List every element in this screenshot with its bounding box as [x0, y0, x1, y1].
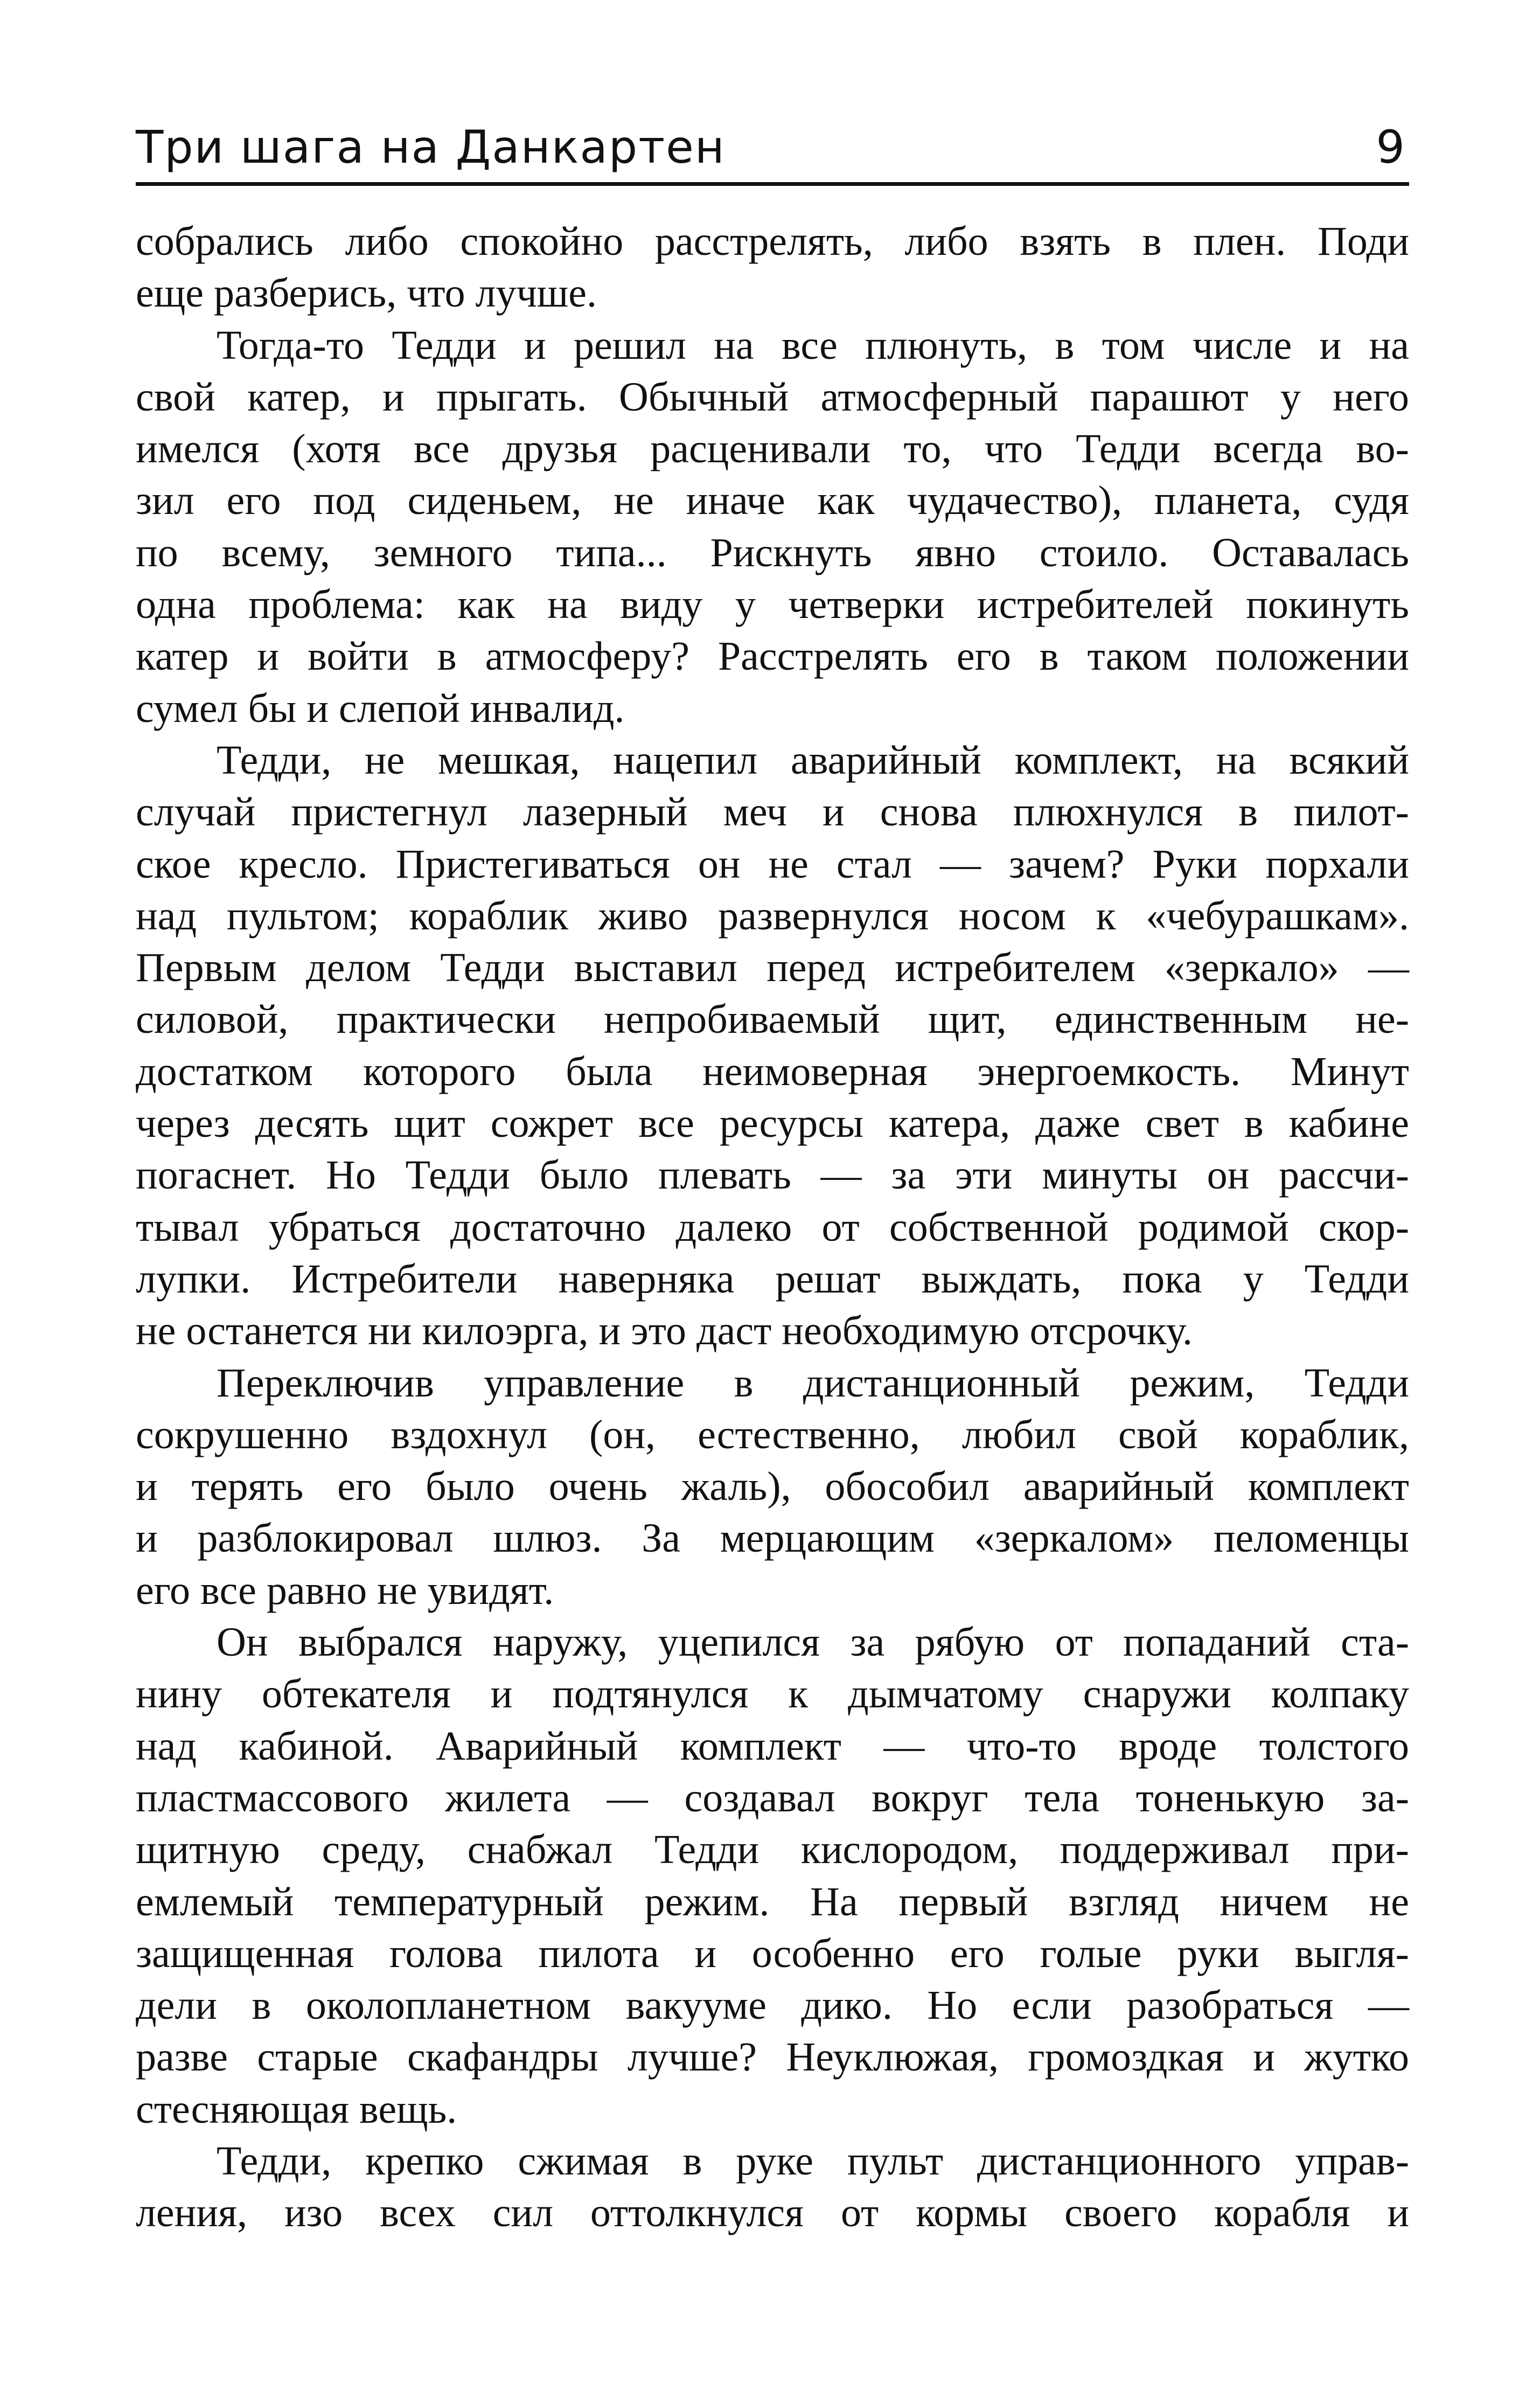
text-line: достатком которого была неимоверная энергоемкость. Минут — [136, 1048, 1409, 1094]
running-title: Три шага на Данкартен — [136, 121, 726, 173]
text-line: еще разберись, что лучше. — [136, 270, 597, 316]
text-line: и разблокировал шлюз. За мерцающим «зеркалом» пеломенцы — [136, 1516, 1409, 1561]
text-line: зил его под сиденьем, не иначе как чудачество), планета, судя — [136, 478, 1409, 524]
text-line: свой катер, и прыгать. Обычный атмосферный парашют у него — [136, 374, 1409, 420]
text-line: собрались либо спокойно расстрелять, либо взять в плен. Поди — [136, 219, 1409, 264]
page-number: 9 — [1376, 121, 1405, 173]
text-line: сумел бы и слепой инвалид. — [136, 685, 625, 731]
text-line: над кабиной. Аварийный комплект — что-то вроде толстого — [136, 1723, 1409, 1769]
text-line: Первым делом Тедди выставил перед истребителем «зеркало» — — [136, 945, 1409, 991]
body-text — [136, 216, 1409, 2239]
running-header — [136, 117, 1409, 186]
paragraph-first-line: Тедди, крепко сжимая в руке пульт дистанционного управ- — [217, 2138, 1409, 2184]
text-line: защищенная голова пилота и особенно его голые руки выгля- — [136, 1930, 1409, 1976]
text-line: через десять щит сожрет все ресурсы катера, даже свет в кабине — [136, 1101, 1409, 1147]
text-line: и терять его было очень жаль), обособил аварийный комплект — [136, 1464, 1409, 1510]
text-line: ления, изо всех сил оттолкнулся от кормы своего корабля и — [136, 2190, 1409, 2236]
text-line: разве старые скафандры лучше? Неуклюжая, громоздкая и жутко — [136, 2034, 1409, 2080]
text-line: имелся (хотя все друзья расценивали то, что Тедди всегда во- — [136, 426, 1409, 472]
text-line: емлемый температурный режим. На первый взгляд ничем не — [136, 1879, 1409, 1924]
text-line: над пультом; кораблик живо развернулся носом к «чебурашкам». — [136, 893, 1409, 939]
text-line: погаснет. Но Тедди было плевать — за эти минуты он рассчи- — [136, 1152, 1409, 1198]
text-line: тывал убраться достаточно далеко от собственной родимой скор- — [136, 1204, 1409, 1250]
paragraph-first-line: Он выбрался наружу, уцепился за рябую от попаданий ста- — [217, 1620, 1409, 1665]
text-line: пластмассового жилета — создавал вокруг тела тоненькую за- — [136, 1775, 1409, 1821]
text-line: не останется ни килоэрга, и это даст необходимую отсрочку. — [136, 1308, 1193, 1354]
text-line: ское кресло. Пристегиваться он не стал — зачем? Руки порхали — [136, 841, 1409, 887]
text-line: лупки. Истребители наверняка решат выждать, пока у Тедди — [136, 1256, 1409, 1302]
paragraph-first-line: Тогда-то Тедди и решил на все плюнуть, в том числе и на — [217, 322, 1409, 368]
text-line: нину обтекателя и подтянулся к дымчатому снаружи колпаку — [136, 1671, 1409, 1717]
text-line: силовой, практически непробиваемый щит, единственным не- — [136, 997, 1409, 1043]
text-line: катер и войти в атмосферу? Расстрелять его в таком положении — [136, 634, 1409, 679]
text-line: стесняющая вещь. — [136, 2086, 457, 2132]
paragraph-first-line: Тедди, не мешкая, нацепил аварийный комплект, на всякий — [217, 737, 1409, 783]
paragraph-first-line: Переключив управление в дистанционный режим, Тедди — [217, 1360, 1409, 1406]
text-line: по всему, земного типа... Рискнуть явно стоило. Оставалась — [136, 530, 1409, 575]
text-line: щитную среду, снабжал Тедди кислородом, поддерживал при- — [136, 1827, 1409, 1873]
text-line: его все равно не увидят. — [136, 1567, 554, 1613]
text-line: дели в околопланетном вакууме дико. Но если разобраться — — [136, 1983, 1409, 2028]
text-line: одна проблема: как на виду у четверки истребителей покинуть — [136, 582, 1409, 628]
text-line: случай пристегнул лазерный меч и снова плюхнулся в пилот- — [136, 789, 1409, 835]
text-line: сокрушенно вздохнул (он, естественно, любил свой кораблик, — [136, 1412, 1409, 1457]
